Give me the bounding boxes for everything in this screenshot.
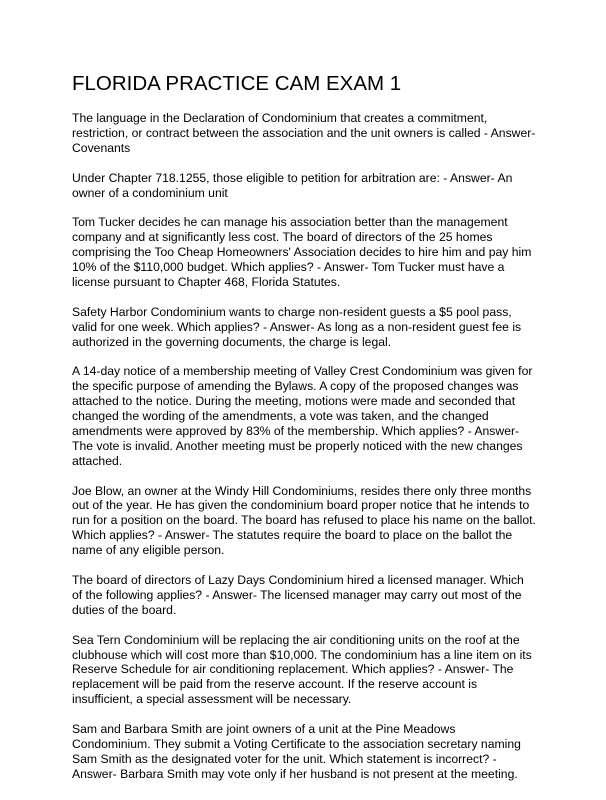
qa-paragraph: The board of directors of Lazy Days Condominium hired a licensed manager. Which of the following applies? - Answer- The licensed manager may carry out most of the duties of the board. bbox=[72, 573, 524, 617]
qa-paragraph: Tom Tucker decides he can manage his association better than the management company and at significantly less cost. The board of directors of the 25 homes comprising the Too Cheap Homeowners' Association decides to hire him and pay him 10% of the $110,000 budget. Which applies? - Answer- Tom Tucker must have a license pursuant to Chapter 468, Florida Statutes. bbox=[72, 215, 532, 289]
qa-paragraph: Under Chapter 718.1255, those eligible to petition for arbitration are: - Answer- An owner of a condominium unit bbox=[72, 170, 513, 200]
qa-paragraph: Safety Harbor Condominium wants to charge non-resident guests a $5 pool pass, valid for one week. Which applies? - Answer- As long as a non-resident guest fee is authorized in the governing documents, the charge is legal. bbox=[72, 304, 522, 349]
qa-paragraph: Sam and Barbara Smith are joint owners of a unit at the Pine Meadows Condominium. They submit a Voting Certificate to the association secretary naming Sam Smith as the designated voter for the unit. Which statement is incorrect? - Answer- Barbara Smith may vote only if her husband is not present at the meeting. bbox=[72, 722, 521, 781]
qa-paragraph: The language in the Declaration of Condominium that creates a commitment, restriction, or contract between the association and the unit owners is called - Answer- Covenants bbox=[72, 111, 536, 155]
document-title: FLORIDA PRACTICE CAM EXAM 1 bbox=[72, 72, 402, 95]
qa-paragraph: A 14-day notice of a membership meeting of Valley Crest Condominium was given for the specific purpose of amending the Bylaws. A copy of the proposed changes was attached to the notice. During the meeting, motions were made and seconded that changed the wording of the amendments, a vote was taken, and the changed amendments were approved by 83% of the membership. Which applies? - Answer- The vote is invalid. Another meeting must be properly noticed with the new changes attached. bbox=[72, 364, 533, 468]
qa-paragraph: Joe Blow, an owner at the Windy Hill Condominiums, resides there only three months out of the year. He has given the condominium board proper notice that he intends to run for a position on the board. The board has refused to place his name on the ballot. Which applies? - Answer- The statutes require the board to place on the ballot the name of any eligible person. bbox=[72, 483, 536, 558]
qa-paragraph: Sea Tern Condominium will be replacing the air conditioning units on the roof at the clubhouse which will cost more than $10,000. The condominium has a line item on its Reserve Schedule for air conditioning replacement. Which applies? - Answer- The replacement will be paid from the reserve account. If the reserve account is insufficient, a special assessment will be necessary. bbox=[72, 632, 532, 707]
